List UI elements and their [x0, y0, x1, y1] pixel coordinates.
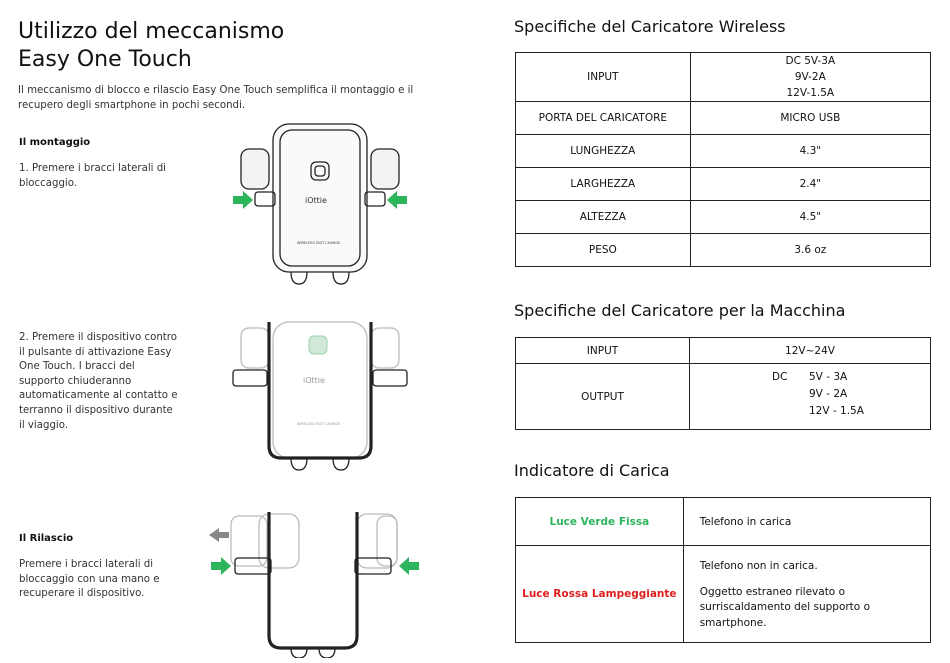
car-specs-table — [515, 337, 931, 430]
device-label: WIRELESS FAST CHARGE — [297, 241, 341, 245]
spec-label: INPUT — [516, 338, 690, 364]
arrow-right-icon — [233, 191, 253, 209]
spec-value: 2.4" — [690, 168, 930, 201]
spec-value: 12V~24V — [690, 338, 931, 364]
release-text: Premere i bracci laterali di bloccaggio con una mano e recuperare il dispositivo. — [19, 559, 160, 600]
table-row — [516, 53, 931, 102]
device-label-2: WIRELESS FAST CHARGE — [297, 422, 341, 426]
table-row — [516, 498, 931, 546]
table-row — [516, 135, 931, 168]
mount-illustration-1 — [225, 118, 415, 288]
arrow-out-icon — [209, 528, 229, 542]
title-line-1: Utilizzo del meccanismo — [18, 19, 285, 44]
red-light-text — [683, 546, 930, 643]
brand-logo: iOttie — [305, 196, 327, 205]
indicator-title: Indicatore di Carica — [514, 461, 670, 480]
spec-label: LUNGHEZZA — [516, 135, 691, 168]
spec-value: 4.5" — [690, 201, 930, 234]
title-line-2: Easy One Touch — [18, 47, 192, 72]
output-prefix: DC — [772, 370, 788, 383]
table-row — [516, 102, 931, 135]
intro-text: Il meccanismo di blocco e rilascio Easy One Touch semplifica il montaggio e il recupero degli smartphone in pochi secondi. — [18, 85, 414, 111]
output-value: 5V - 3A — [809, 370, 848, 383]
arrow-left-icon-2 — [399, 557, 419, 575]
indicator-table — [515, 497, 931, 643]
release-heading: Il Rilascio — [19, 533, 74, 544]
brand-logo-2: iOttie — [303, 376, 325, 385]
page-title — [18, 18, 284, 74]
table-row — [516, 338, 931, 364]
red-light-label: Luce Rossa Lampeggiante — [516, 546, 684, 643]
spec-value: DC 5V-3A 9V-2A 12V-1.5A — [690, 53, 930, 102]
arrow-right-icon-2 — [211, 557, 231, 575]
output-value: 12V - 1.5A — [809, 404, 864, 417]
spec-label: ALTEZZA — [516, 201, 691, 234]
mount-heading: Il montaggio — [19, 137, 91, 148]
mount-illustration-2 — [225, 318, 415, 473]
mount-step-1: 1. Premere i bracci laterali di bloccaggio. — [19, 163, 167, 189]
green-light-label: Luce Verde Fissa — [516, 498, 684, 546]
table-row — [516, 546, 931, 643]
spec-label: INPUT — [516, 53, 691, 102]
spec-label: PORTA DEL CARICATORE — [516, 102, 691, 135]
car-specs-title: Specifiche del Caricatore per la Macchina — [514, 301, 846, 320]
red-light-text-2: Oggetto estraneo rilevato o surriscaldamento del supporto o smartphone. — [699, 585, 870, 629]
spec-label: LARGHEZZA — [516, 168, 691, 201]
spec-label: PESO — [516, 234, 691, 267]
spec-value: MICRO USB — [690, 102, 930, 135]
spec-value — [690, 364, 931, 430]
table-row — [516, 234, 931, 267]
table-row — [516, 201, 931, 234]
table-row — [516, 364, 931, 430]
wireless-specs-table — [515, 52, 931, 267]
arrow-left-icon — [387, 191, 407, 209]
output-value: 9V - 2A — [809, 387, 848, 400]
green-light-text: Telefono in carica — [683, 498, 930, 546]
release-illustration — [205, 508, 420, 658]
table-row — [516, 168, 931, 201]
red-light-text-1: Telefono non in carica. — [699, 560, 818, 572]
spec-value: 4.3" — [690, 135, 930, 168]
spec-label: OUTPUT — [516, 364, 690, 430]
mount-step-2: 2. Premere il dispositivo contro il pulsante di attivazione Easy One Touch. I bracci del supporto chiuderanno automaticamente al contatto e terranno il dispositivo durante il viaggio. — [19, 332, 178, 431]
spec-value: 3.6 oz — [690, 234, 930, 267]
wireless-specs-title: Specifiche del Caricatore Wireless — [514, 17, 786, 36]
